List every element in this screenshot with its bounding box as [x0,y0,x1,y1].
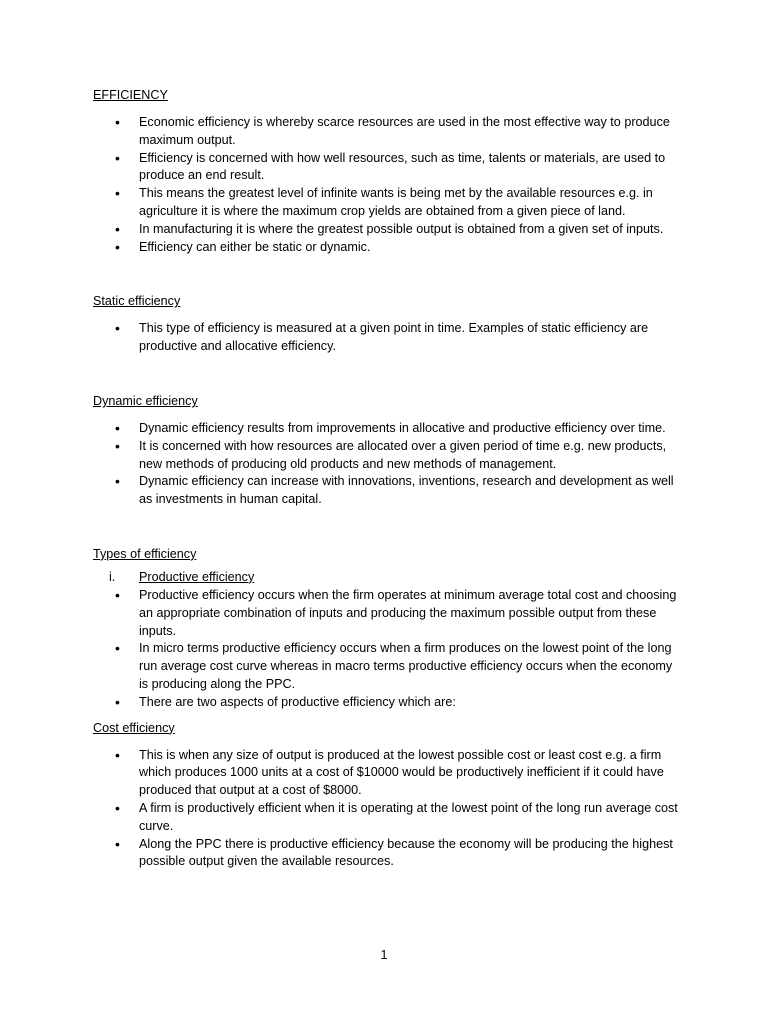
section-heading-efficiency: EFFICIENCY [93,88,168,102]
list-item: • It is concerned with how resources are allocated over a given period of time e.g. new products, new methods of producing old products and new methods of management. [93,438,683,474]
list-item: • This means the greatest level of infinite wants is being met by the available resources e.g. in agriculture it is where the maximum crop yields are obtained from a given piece of land. [93,185,683,221]
roman-list-item [93,569,683,587]
bullet-list-efficiency [93,114,683,256]
list-item: • In micro terms productive efficiency occurs when a firm produces on the lowest point of the long run average cost curve whereas in macro terms productive efficiency occurs when the economy is producing along the PPC. [93,640,683,693]
section-heading-dynamic: Dynamic efficiency [93,393,198,408]
list-item: • Dynamic efficiency results from improvements in allocative and productive efficiency over time. [93,420,683,438]
section-heading-static: Static efficiency [93,294,181,309]
list-item: • This is when any size of output is produced at the lowest possible cost or least cost e.g. a firm which produces 1000 units at a cost of $10000 would be productively inefficient if it could have produced that output at a cost of $8000. [93,747,683,800]
bullet-list-productive [93,587,683,712]
list-item: • There are two aspects of productive efficiency which are: [93,694,683,712]
list-item: • Efficiency can either be static or dynamic. [93,239,683,257]
list-item: • Along the PPC there is productive efficiency because the economy will be producing the highest possible output given the available resources. [93,836,683,872]
bullet-list-dynamic [93,420,683,509]
list-item: • Efficiency is concerned with how well resources, such as time, talents or materials, are used to produce an end result. [93,150,683,186]
bullet-list-static [93,320,683,356]
roman-numeral: i. [109,569,116,584]
section-heading-cost: Cost efficiency [93,720,175,735]
list-item: • This type of efficiency is measured at a given point in time. Examples of static efficiency are productive and allocative efficiency. [93,320,683,356]
page-number: 1 [380,948,388,962]
list-item: • Economic efficiency is whereby scarce resources are used in the most effective way to produce maximum output. [93,114,683,150]
bullet-list-cost [93,747,683,872]
list-item: • Productive efficiency occurs when the firm operates at minimum average total cost and choosing an appropriate combination of inputs and producing the maximum possible output from these inputs. [93,587,683,640]
subheading-productive-efficiency: Productive efficiency [139,569,255,584]
section-heading-types: Types of efficiency [93,546,197,561]
document-page [93,87,683,871]
list-item: • Dynamic efficiency can increase with innovations, inventions, research and development as well as investments in human capital. [93,473,683,509]
list-item: • A firm is productively efficient when it is operating at the lowest point of the long run average cost curve. [93,800,683,836]
list-item: • In manufacturing it is where the greatest possible output is obtained from a given set of inputs. [93,221,683,239]
